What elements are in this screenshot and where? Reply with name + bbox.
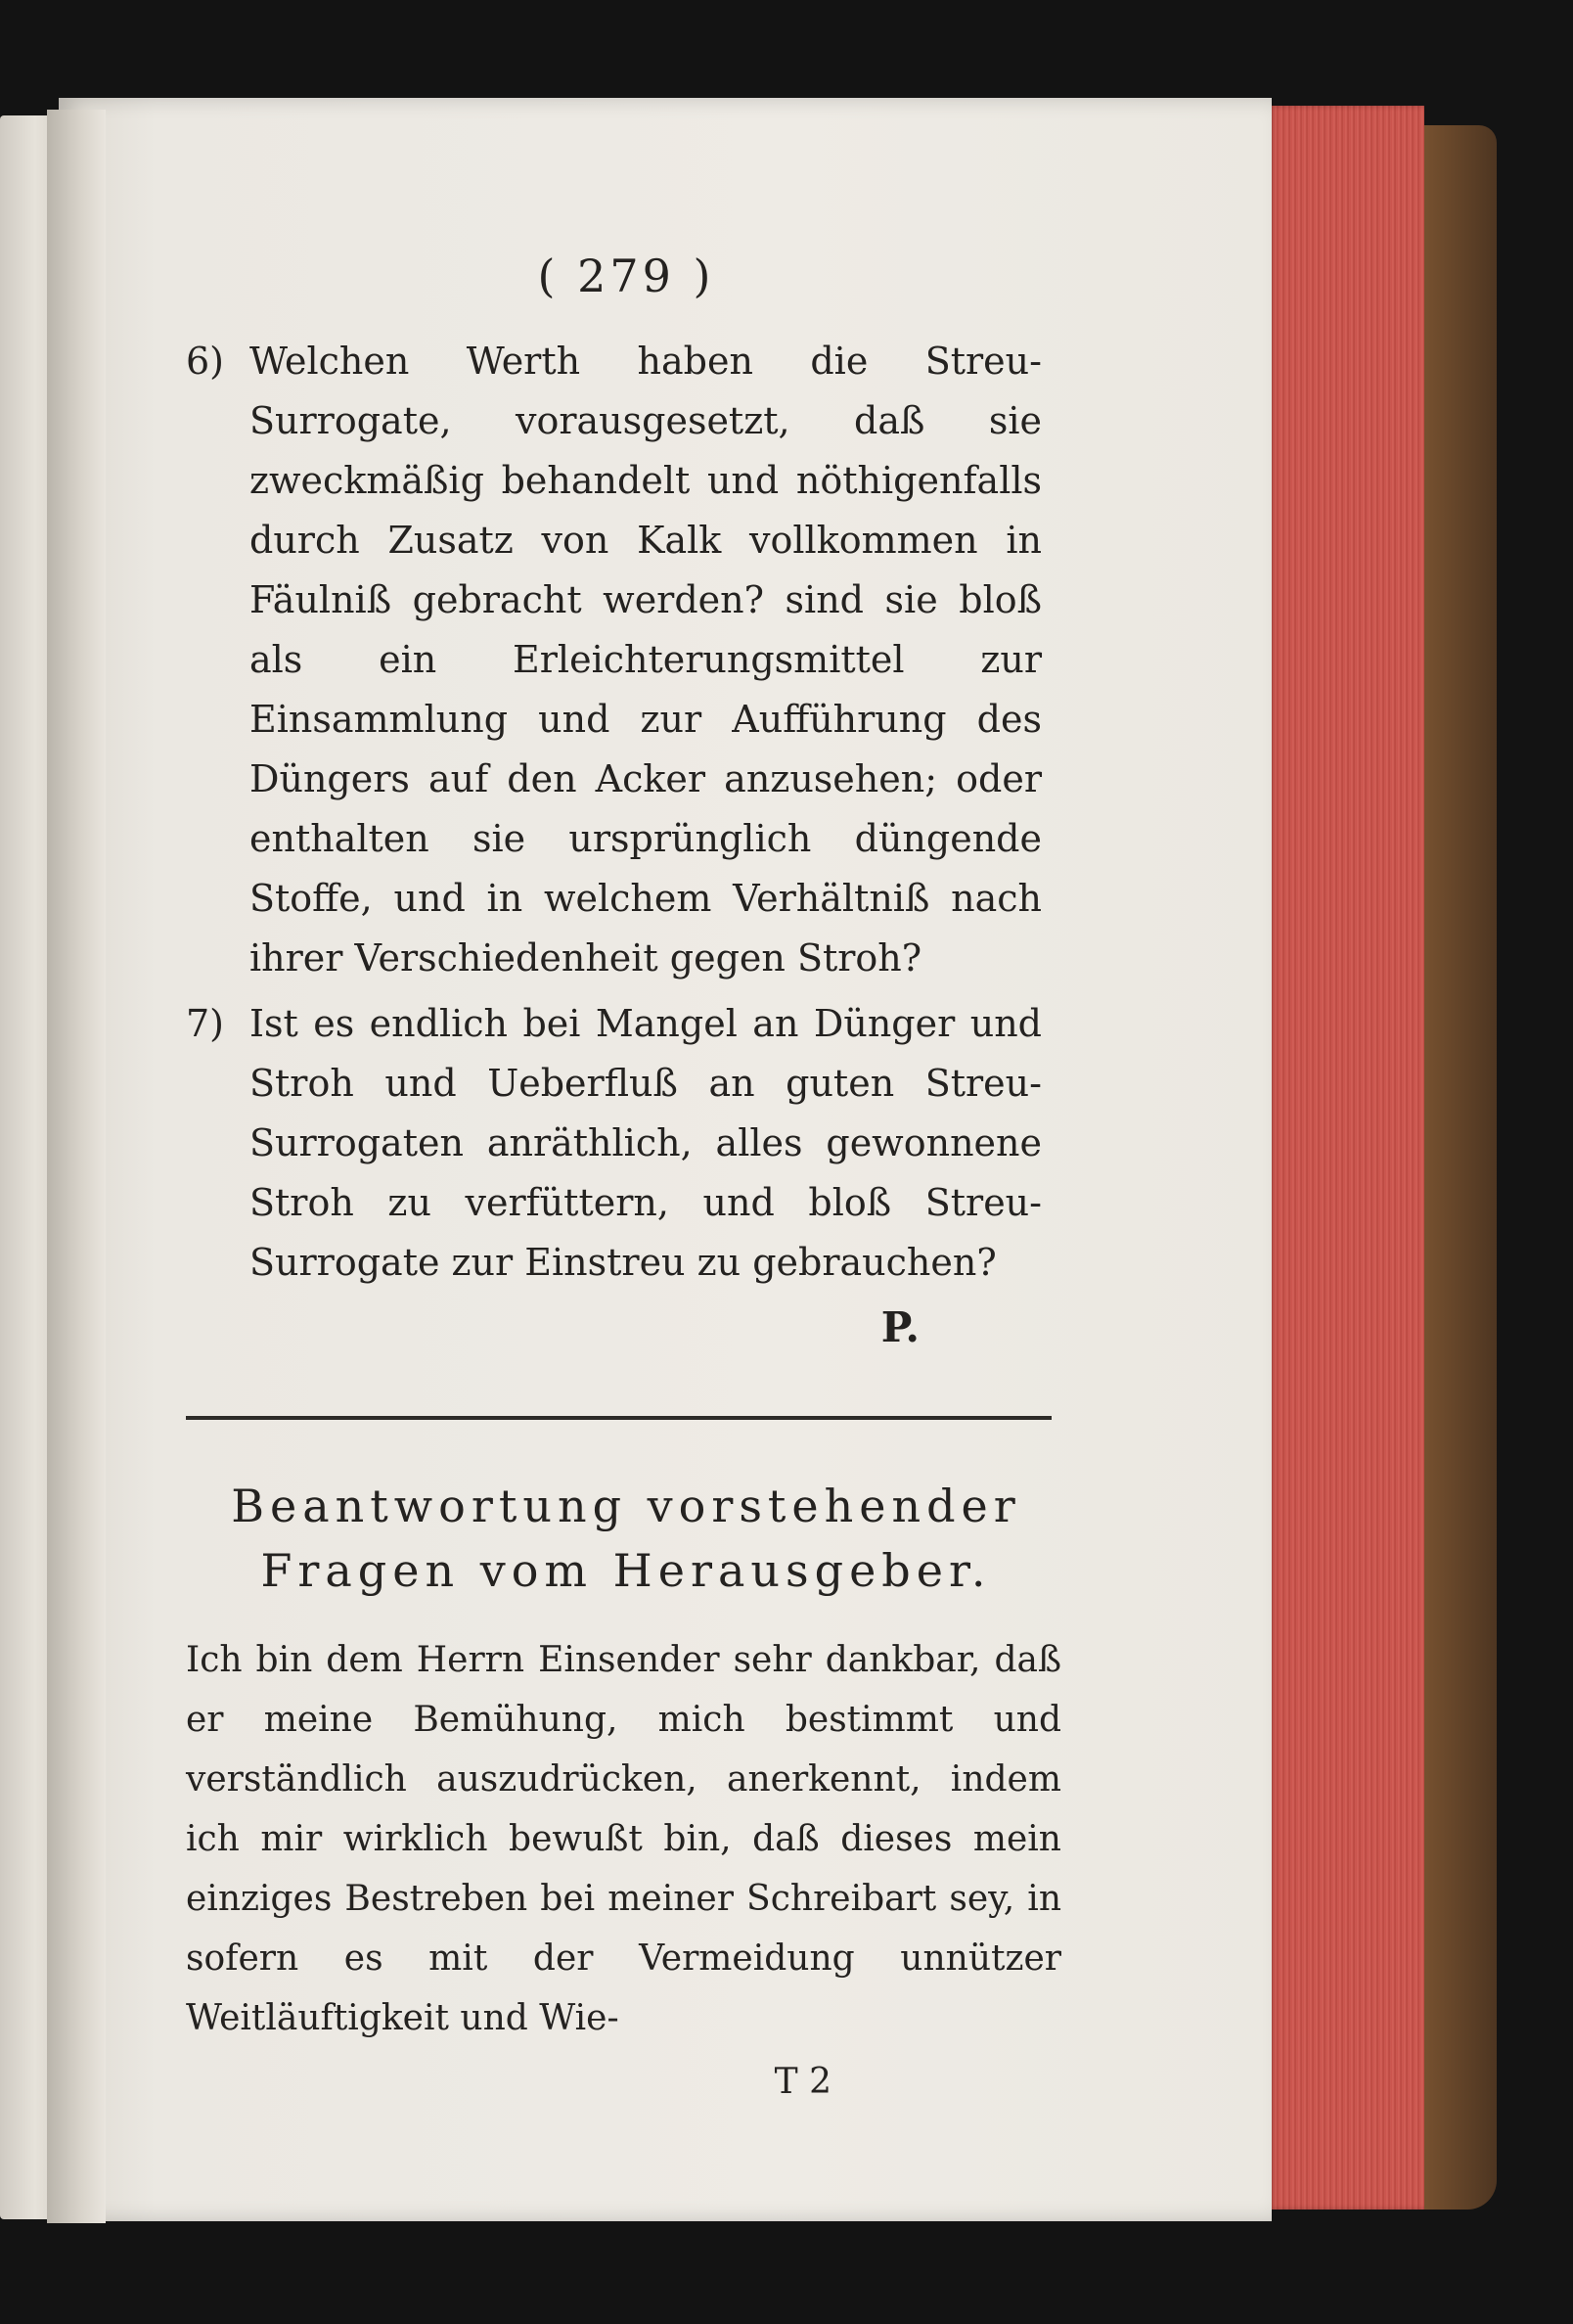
section-divider — [186, 1416, 1052, 1420]
body-paragraph: Ich bin dem Herrn Einsender sehr dankbar, daß er meine Bemühung, mich bestimmt und verständlich auszudrücken, anerkennt, indem ich mir wirklich bewußt bin, daß dieses mein einziges Bestreben bei meiner Schreibart sey, in sofern es mit der Vermeidung unnützer Weitläuftigkeit und Wie- — [186, 1640, 1061, 2038]
printer-signature-mark: T 2 — [774, 2062, 831, 2102]
page-text — [186, 250, 1066, 2102]
question-number: 7) — [186, 1002, 225, 1045]
author-signature: P. — [880, 1303, 920, 1351]
question-number: 6) — [186, 340, 225, 383]
question-text: Welchen Werth haben die Streu-Surrogate, vorausgesetzt, daß sie zweckmäßig behandelt und nöthigenfalls durch Zusatz von Kalk vollkommen in Fäulniß gebracht werden? sind sie bloß als ein Erleichterungsmittel zur Einsammlung und zur Aufführung des Düngers auf den Acker anzusehen; oder enthalten sie ursprünglich düngende Stoffe, und in welchem Verhältniß nach ihrer Verschiedenheit gegen Stroh? — [249, 340, 1042, 980]
page-number: ( 279 ) — [537, 250, 715, 302]
question-text: Ist es endlich bei Mangel an Dünger und Stroh und Ueberfluß an guten Streu-Surrogaten anräthlich, alles gewonnene Stroh zu verfüttern, und bloß Streu-Surrogate zur Einstreu zu gebrauchen? — [249, 1002, 1042, 1284]
page-gutter — [47, 110, 106, 2223]
question-7 — [186, 994, 1066, 1293]
question-6 — [186, 332, 1066, 988]
section-heading: Beantwortung vorstehender Fragen vom Herausgeber. — [231, 1480, 1021, 1597]
page-edges — [1268, 106, 1424, 2210]
